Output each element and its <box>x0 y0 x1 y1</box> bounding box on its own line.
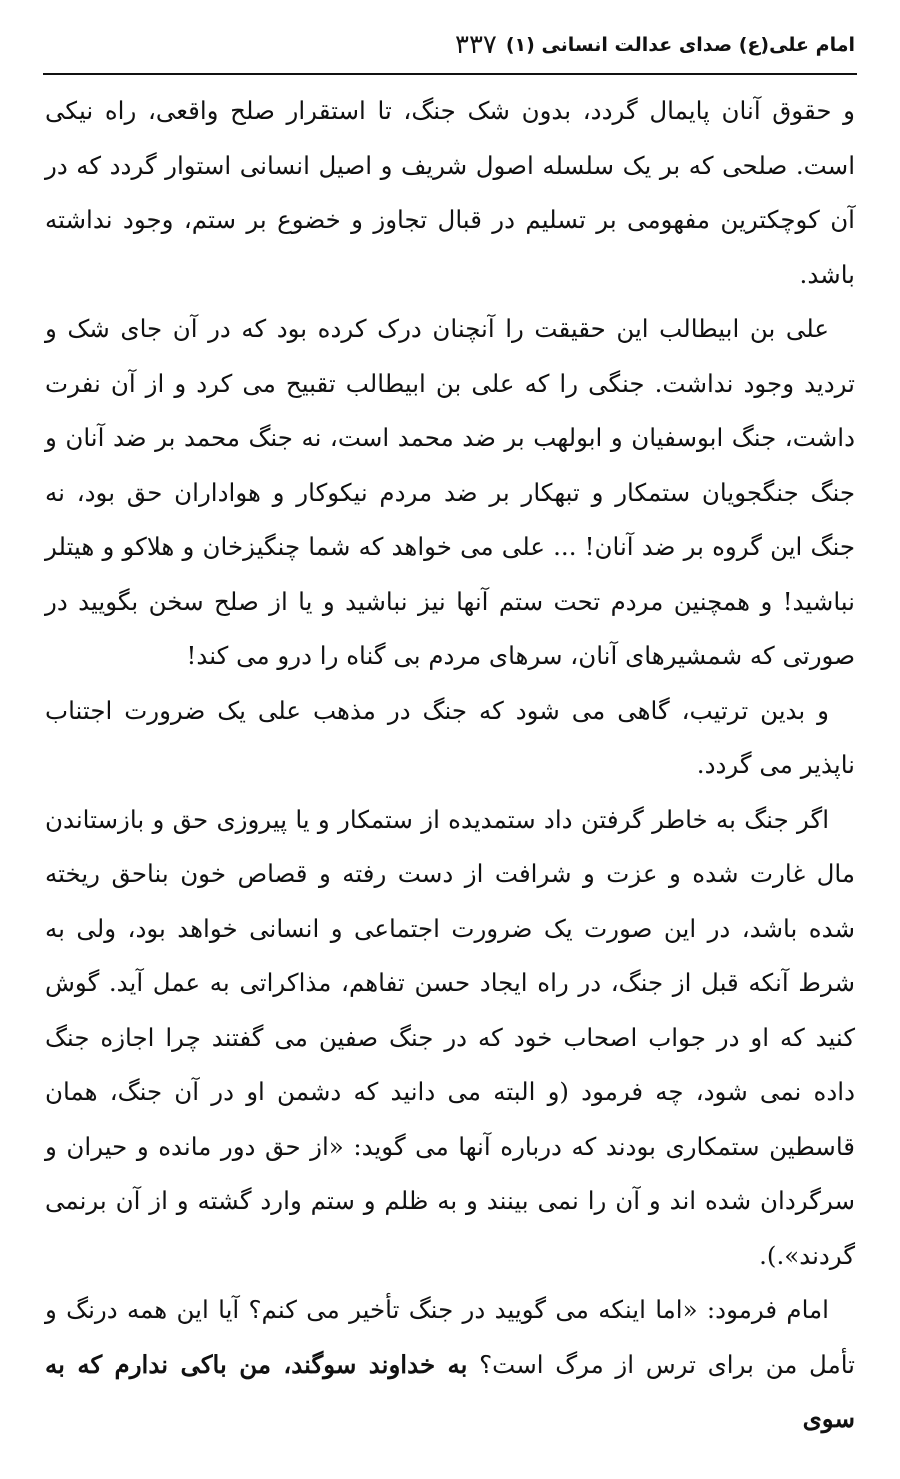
header-divider <box>43 73 857 75</box>
body-text <box>45 84 855 1447</box>
paragraph: و بدین ترتیب، گاهی می شود که جنگ در مذهب علی یک ضرورت اجتناب ناپذیر می گردد. <box>45 695 855 779</box>
paragraph: اگر جنگ به خاطر گرفتن داد ستمدیده از ستمکار و یا پیروزی حق و بازستاندن مال غارت شده و عزت و شرافت از دست رفته و قصاص خون بناحق ریخته شده باشد، در این صورت یک ضرورت اجتماعی و انسانی خواهد بود، ولی به شرط آنکه قبل از جنگ، در راه ایجاد حسن تفاهم، مذاکراتی به عمل آید. گوش کنید که او در جواب اصحاب خود که در جنگ صفین می گفتند چرا اجازه جنگ داده نمی شود، چه فرمود (و البته می دانید که دشمن او در آن جنگ، همان قاسطین ستمکاری بودند که درباره آنها می گوید: «از حق دور مانده و حیران و سرگردان شده اند و آن را نمی بینند و به ظلم و ستم وارد گشته و از آن برنمی گردند».). <box>45 804 855 1270</box>
paragraph <box>45 1283 855 1447</box>
running-title: امام علی(ع) صدای عدالت انسانی (۱) <box>505 34 855 56</box>
paragraph-text: امام فرمود: «اما اینکه می گویید در جنگ تأخیر می کنم؟ آیا این همه درنگ و تأمل من برای ترس از مرگ است؟ <box>45 1295 855 1379</box>
bold-phrase: به خداوند سوگند، من باکی ندارم که به سوی <box>45 1349 855 1433</box>
paragraph: علی بن ابیطالب این حقیقت را آنچنان درک کرده بود که در آن جای شک و تردید وجود نداشت. جنگی را که علی بن ابیطالب تقبیح می کرد و از آن نفرت داشت، جنگ ابوسفیان و ابولهب بر ضد محمد است، نه جنگ محمد بر ضد آنان و جنگ جنگجویان ستمکار و تبهکار بر ضد مردم نیکوکار و هواداران حق بود، نه جنگ این گروه بر ضد آنان! ... علی می خواهد که شما چنگیزخان و هلاکو و هیتلر نباشید! و همچنین مردم تحت ستم آنها نیز نباشید و یا از صلح سخن بگویید در صورتی که شمشیرهای آنان، سرهای مردم بی گناه را درو می کند! <box>45 314 855 670</box>
page-number: ۳۳۷ <box>455 30 497 60</box>
paragraph: و حقوق آنان پایمال گردد، بدون شک جنگ، تا استقرار صلح واقعی، راه نیکی است. صلحی که بر یک سلسله اصول شریف و اصیل انسانی استوار گردد که در آن کوچکترین مفهومی بر تسلیم در قبال تجاوز و خضوع بر ستم، وجود نداشته باشد. <box>45 96 855 289</box>
page-header <box>45 30 855 70</box>
